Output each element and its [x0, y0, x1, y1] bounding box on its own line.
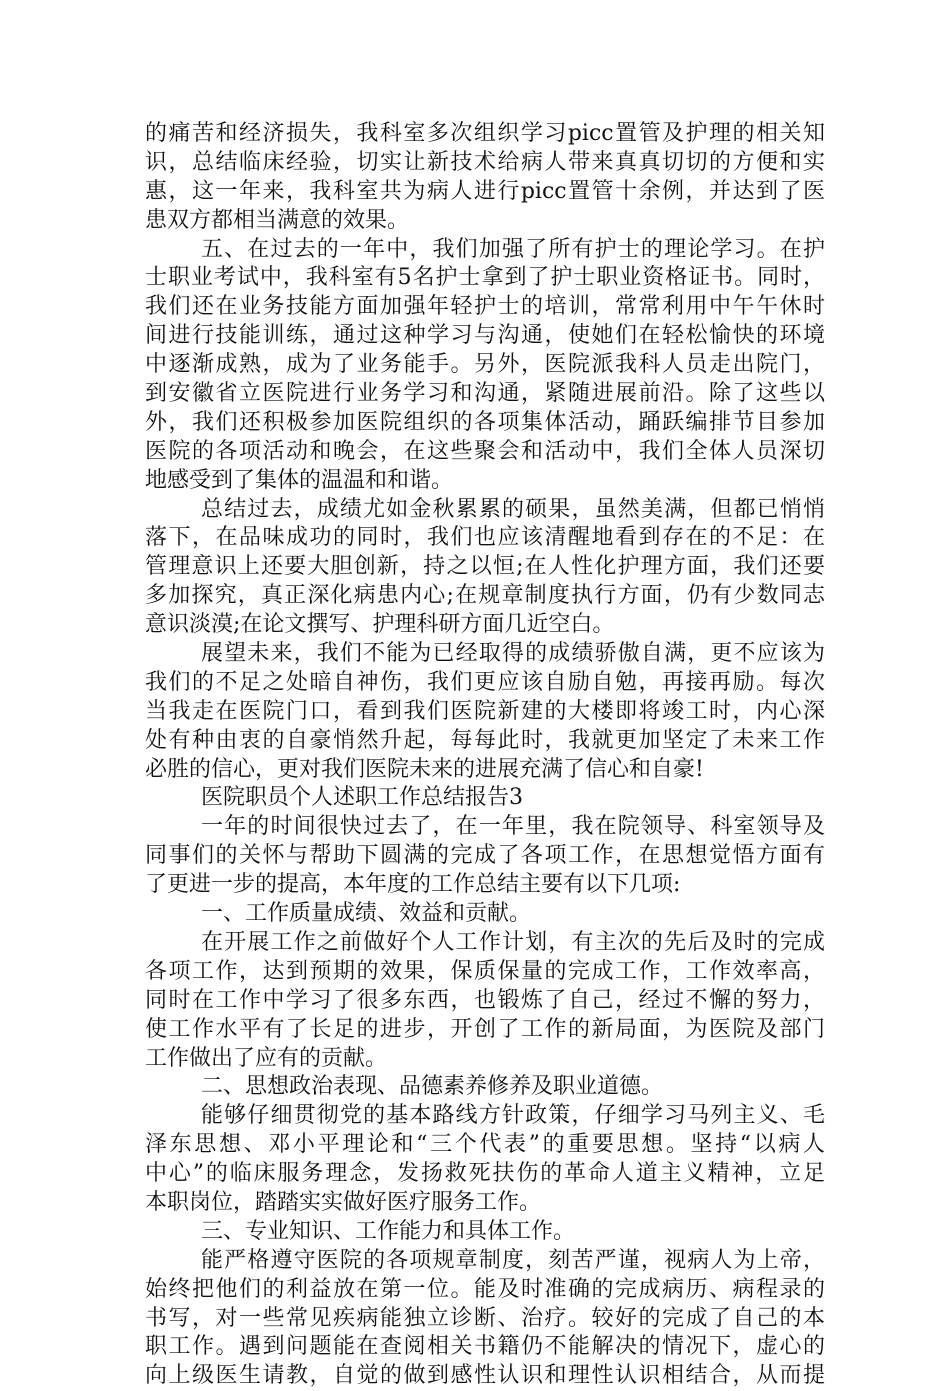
text-line: 一年的时间很快过去了，在一年里，我在院领导、科室领导及	[201, 814, 825, 840]
document-page	[145, 120, 825, 1391]
text-line: 五、在过去的一年中，我们加强了所有护士的理论学习。在护	[201, 236, 825, 262]
text-line: 医院职员个人述职工作总结报告3	[201, 785, 523, 811]
text-line: 士职业考试中，我科室有5名护士拿到了护士职业资格证书。同时，	[145, 265, 825, 291]
text-line: 在开展工作之前做好个人工作计划，有主次的先后及时的完成	[201, 929, 825, 955]
text-line: 使工作水平有了长足的进步，开创了工作的新局面，为医院及部门	[145, 1016, 825, 1042]
text-line: 处有种由衷的自豪悄然升起，每每此时，我就更加坚定了未来工作	[145, 727, 825, 753]
text-line: 各项工作，达到预期的效果，保质保量的完成工作，工作效率高，	[145, 958, 825, 984]
text-line: 我们还在业务技能方面加强年轻护士的培训，常常利用中午午休时	[145, 294, 825, 320]
text-line: 我们的不足之处暗自神伤，我们更应该自励自勉，再接再励。每次	[145, 669, 825, 695]
text-line: 中逐渐成熟，成为了业务能手。另外，医院派我科人员走出院门，	[145, 352, 825, 378]
text-line: 当我走在医院门口，看到我们医院新建的大楼即将竣工时，内心深	[145, 698, 825, 724]
text-line: 多加探究，真正深化病患内心;在规章制度执行方面，仍有少数同志	[145, 583, 825, 609]
text-line: 间进行技能训练，通过这种学习与沟通，使她们在轻松愉快的环境	[145, 323, 825, 349]
text-line: 总结过去，成绩尤如金秋累累的硕果，虽然美满，但都已悄悄	[201, 496, 825, 522]
text-line: 的痛苦和经济损失，我科室多次组织学习picc置管及护理的相关知	[145, 121, 825, 146]
text-line: 职工作。遇到问题能在查阅相关书籍仍不能解决的情况下，虚心的	[145, 1334, 825, 1360]
text-line: 了更进一步的提高，本年度的工作总结主要有以下几项:	[145, 872, 681, 898]
text-line: 书写，对一些常见疾病能独立诊断、治疗。较好的完成了自己的本	[145, 1305, 825, 1331]
text-line: 本职岗位，踏踏实实做好医疗服务工作。	[145, 1189, 542, 1215]
text-line: 能够仔细贯彻党的基本路线方针政策，仔细学习马列主义、毛	[201, 1103, 825, 1129]
text-line: 同时在工作中学习了很多东西，也锻炼了自己，经过不懈的努力，	[145, 987, 825, 1013]
text-line: 三、专业知识、工作能力和具体工作。	[201, 1218, 576, 1244]
text-line: 一、工作质量成绩、效益和贡献。	[201, 901, 532, 927]
text-line: 泽东思想、邓小平理论和“三个代表”的重要思想。坚持“以病人	[145, 1132, 825, 1158]
text-line: 意识淡漠;在论文撰写、护理科研方面几近空白。	[145, 612, 615, 638]
text-line: 必胜的信心，更对我们医院未来的进展充满了信心和自豪!	[145, 756, 704, 782]
text-line: 识，总结临床经验，切实让新技术给病人带来真真切切的方便和实	[145, 149, 825, 175]
text-line: 能严格遵守医院的各项规章制度，刻苦严谨，视病人为上帝，	[201, 1247, 825, 1273]
text-line: 患双方都相当满意的效果。	[145, 207, 410, 233]
text-line: 到安徽省立医院进行业务学习和沟通，紧随进展前沿。除了这些以	[145, 381, 825, 407]
text-line: 落下，在品味成功的同时，我们也应该清醒地看到存在的不足：在	[145, 525, 825, 551]
text-line: 向上级医生请教，自觉的做到感性认识和理性认识相结合，从而提	[145, 1363, 825, 1389]
text-line: 医院的各项活动和晚会，在这些聚会和活动中，我们全体人员深切	[145, 438, 825, 464]
text-line: 管理意识上还要大胆创新，持之以恒;在人性化护理方面，我们还要	[145, 554, 825, 580]
text-line: 惠，这一年来，我科室共为病人进行picc置管十余例，并达到了医	[145, 178, 825, 204]
text-line: 中心”的临床服务理念，发扬救死扶伤的革命人道主义精神，立足	[145, 1161, 825, 1187]
text-line: 地感受到了集体的温温和和谐。	[145, 467, 454, 493]
text-line: 二、思想政治表现、品德素养修养及职业道德。	[201, 1074, 664, 1100]
text-line: 同事们的关怀与帮助下圆满的完成了各项工作，在思想觉悟方面有	[145, 843, 825, 869]
text-line: 工作做出了应有的贡献。	[145, 1045, 388, 1071]
text-line: 外，我们还积极参加医院组织的各项集体活动，踊跃编排节目参加	[145, 409, 825, 435]
text-line: 始终把他们的利益放在第一位。能及时准确的完成病历、病程录的	[145, 1276, 825, 1302]
text-line: 展望未来，我们不能为已经取得的成绩骄傲自满，更不应该为	[201, 641, 825, 667]
